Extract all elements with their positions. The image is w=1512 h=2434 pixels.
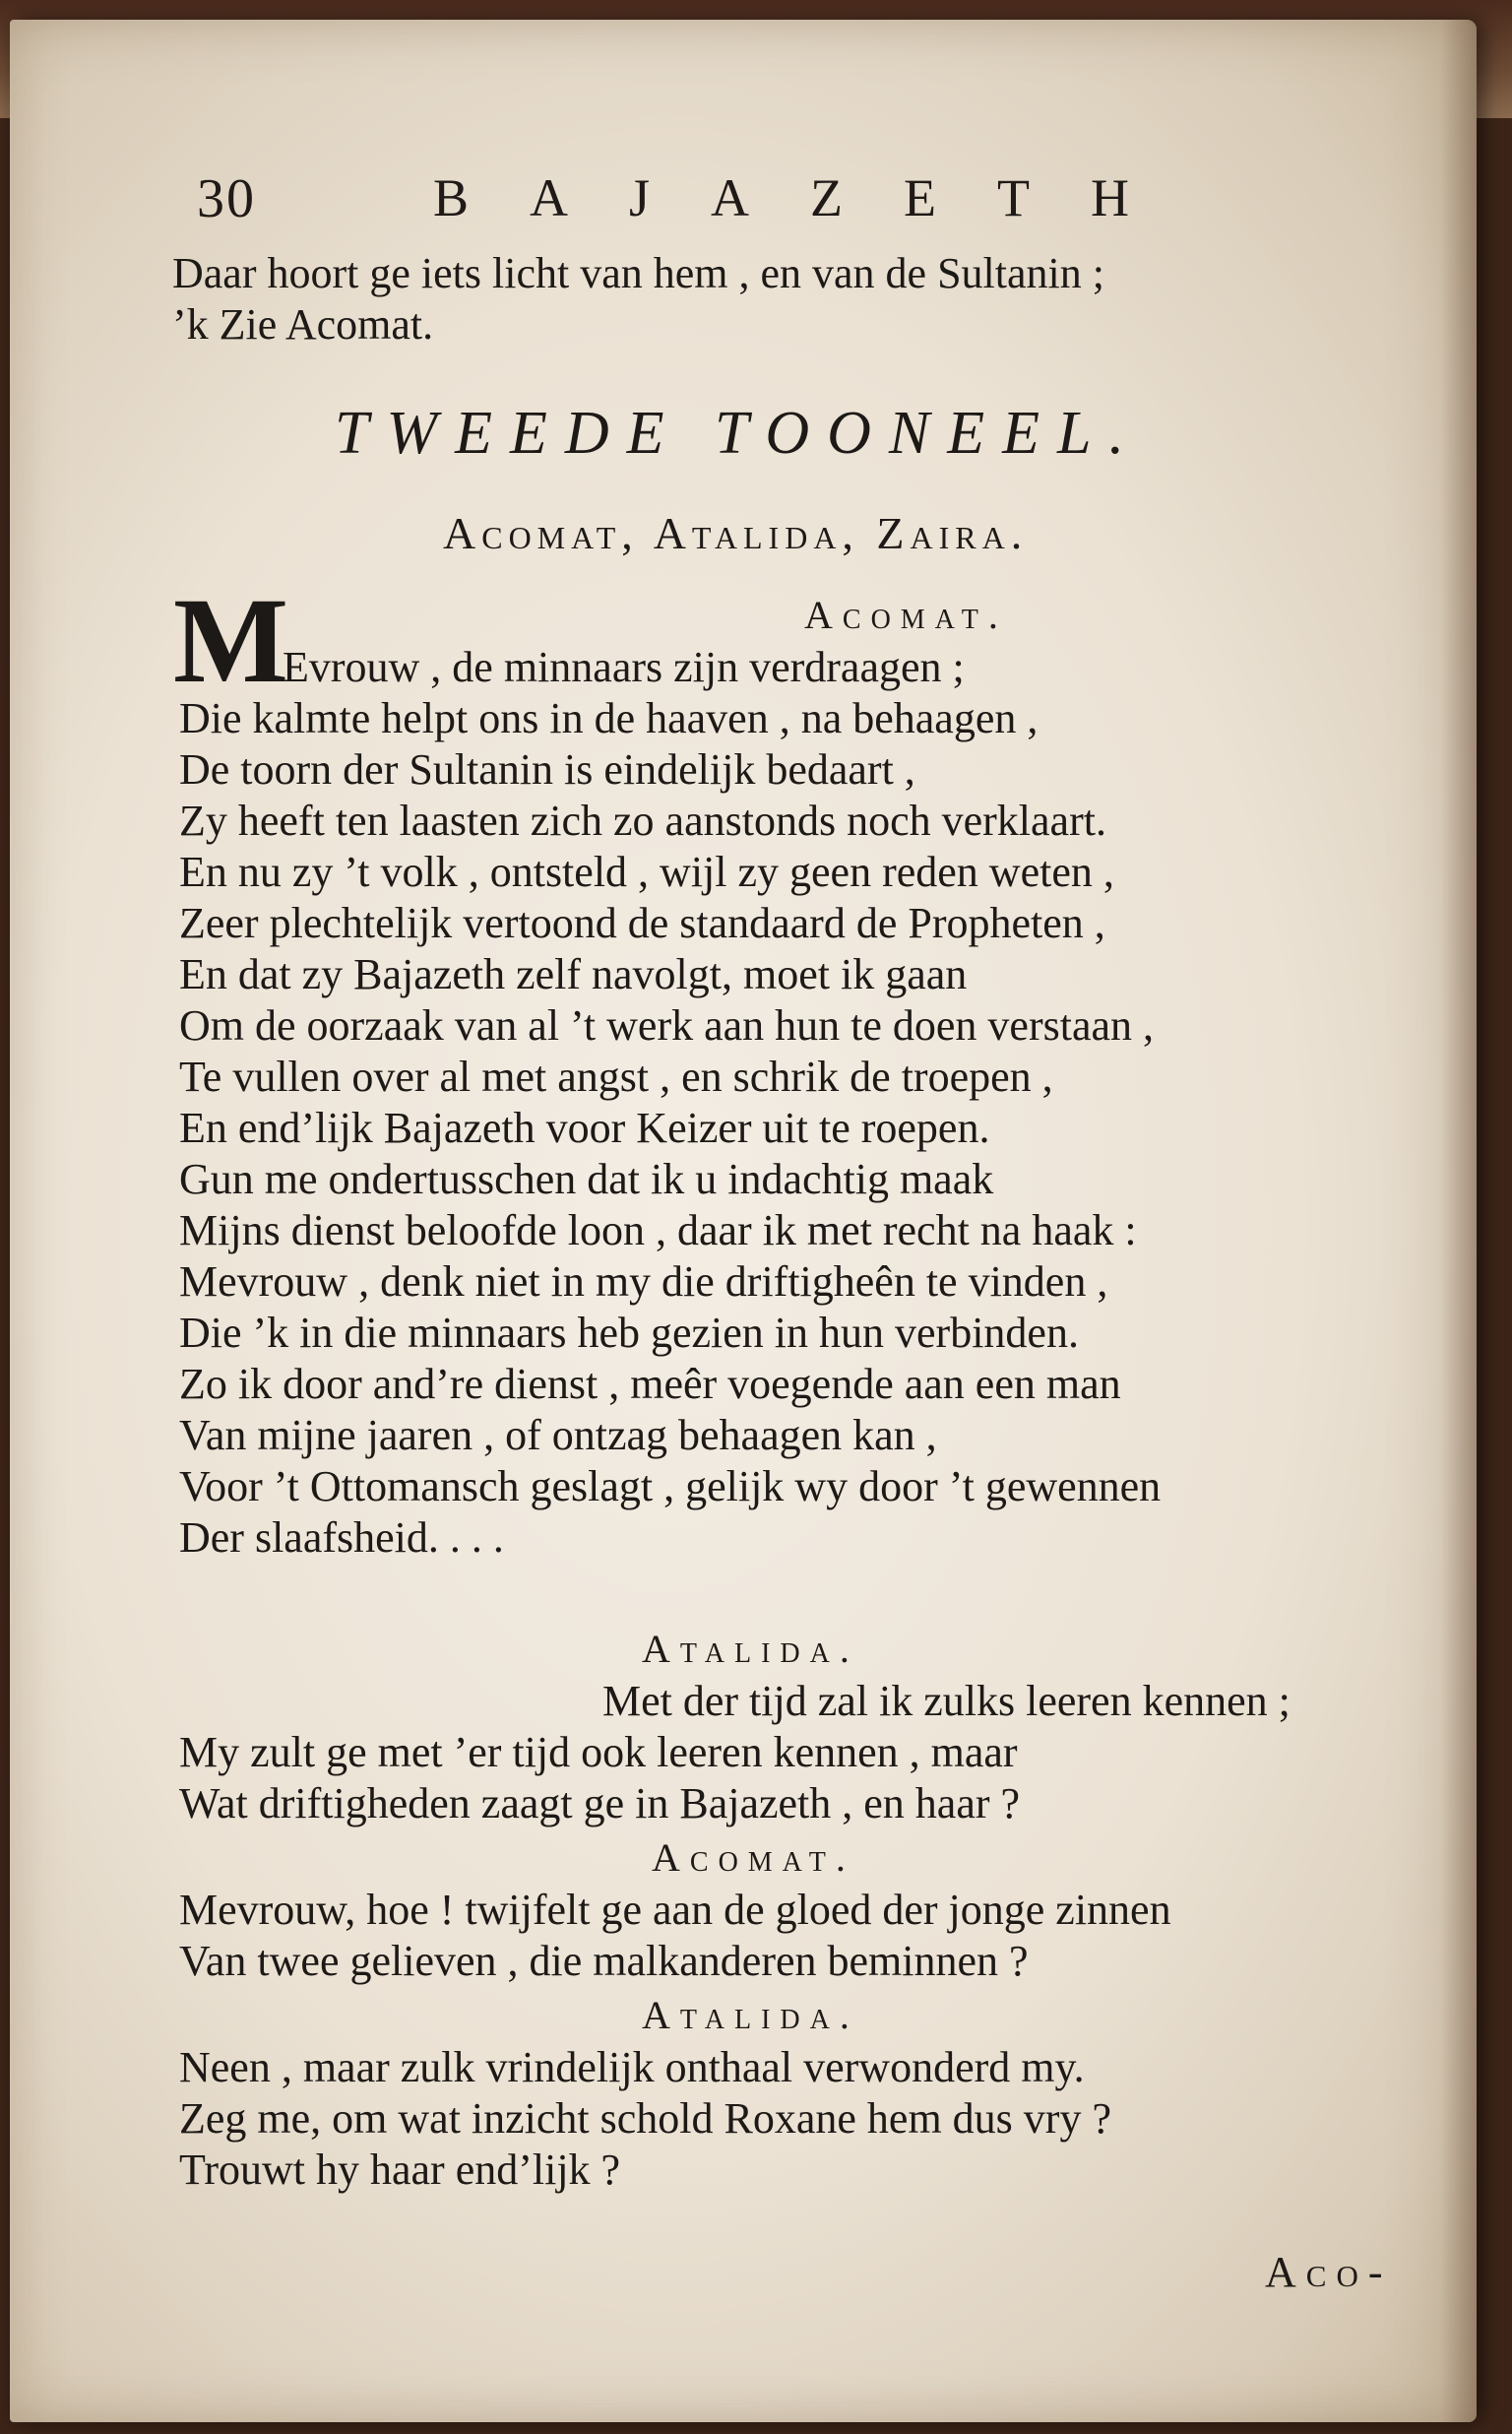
verse-line: Wat driftigheden zaagt ge in Bajazeth , en haar ? bbox=[179, 1779, 1021, 1827]
verse-line: Mevrouw, hoe ! twijfelt ge aan de gloed der jonge zinnen bbox=[179, 1886, 1171, 1934]
page-number: 30 bbox=[197, 168, 256, 229]
verse-line: Om de oorzaak van al ’t werk aan hun te doen verstaan , bbox=[179, 1001, 1155, 1050]
opening-lines bbox=[172, 248, 1432, 351]
scene-heading: TWEEDE TOONEEL. bbox=[335, 400, 1143, 467]
verse-line: Zo ik door and’re dienst , meêr voegende aan een man bbox=[179, 1360, 1121, 1408]
verse-line: Van mijne jaaren , of ontzag behaagen kan , bbox=[179, 1411, 937, 1459]
catchword: Aco- bbox=[1265, 2248, 1393, 2296]
verse-line: De toorn der Sultanin is eindelijk bedaart , bbox=[179, 745, 915, 794]
drop-cap: M bbox=[173, 573, 289, 708]
verse-line: Te vullen over al met angst , en schrik de troepen , bbox=[179, 1053, 1053, 1101]
verse-line: Met der tijd zal ik zulks leeren kennen ; bbox=[602, 1677, 1291, 1725]
verse-line: Mevrouw , denk niet in my die driftigheên te vinden , bbox=[179, 1257, 1108, 1306]
verse-line: Gun me ondertusschen dat ik u indachtig maak bbox=[179, 1155, 994, 1203]
verse-line: Evrouw , de minnaars zijn verdraagen ; bbox=[283, 643, 965, 691]
speaker-name: Atalida. bbox=[642, 1993, 859, 2037]
scene-persons: Acomat, Atalida, Zaira. bbox=[443, 508, 1029, 558]
speech-atalida-1 bbox=[179, 1623, 1439, 1828]
verse-line: Der slaafsheid. . . . bbox=[179, 1513, 504, 1562]
verse-line: Zeg me, om wat inzicht schold Roxane hem dus vry ? bbox=[179, 2094, 1111, 2143]
verse-line: Die ’k in die minnaars heb gezien in hun verbinden. bbox=[179, 1309, 1079, 1357]
verse-line: Voor ’t Ottomansch geslagt , gelijk wy door ’t gewennen bbox=[179, 1462, 1162, 1510]
running-title: BAJAZETH bbox=[433, 168, 1190, 227]
book-page bbox=[10, 20, 1477, 2422]
verse-line: Daar hoort ge iets licht van hem , en van de Sultanin ; bbox=[172, 249, 1104, 297]
verse-line: Zy heeft ten laasten zich zo aanstonds noch verklaart. bbox=[179, 797, 1106, 845]
verse-line: Van twee gelieven , die malkanderen beminnen ? bbox=[179, 1937, 1029, 1985]
running-head bbox=[197, 167, 1378, 246]
speaker-name: Acomat. bbox=[652, 1835, 855, 1880]
speech-atalida-2 bbox=[179, 1989, 1439, 2195]
verse-line: Zeer plechtelijk vertoond de standaard de Propheten , bbox=[179, 899, 1105, 947]
speaker-name: Atalida. bbox=[642, 1627, 859, 1671]
verse-line: ’k Zie Acomat. bbox=[172, 300, 434, 349]
speaker-name: Acomat. bbox=[804, 593, 1008, 637]
page-edge-shadow bbox=[1441, 20, 1477, 2422]
verse-line: Mijns dienst beloofde loon , daar ik met recht na haak : bbox=[179, 1206, 1137, 1254]
verse-line: En dat zy Bajazeth zelf navolgt, moet ik gaan bbox=[179, 950, 968, 998]
verse-line: En nu zy ’t volk , ontsteld , wijl zy geen reden weten , bbox=[179, 848, 1114, 896]
speech-acomat-2 bbox=[179, 1831, 1439, 1986]
verse-line: Trouwt hy haar end’lijk ? bbox=[179, 2146, 621, 2194]
verse-line: Die kalmte helpt ons in de haaven , na behaagen , bbox=[179, 694, 1039, 742]
speech-acomat-1 bbox=[173, 573, 1439, 1563]
verse-line: Neen , maar zulk vrindelijk onthaal verwonderd my. bbox=[179, 2043, 1085, 2091]
verse-line: En end’lijk Bajazeth voor Keizer uit te roepen. bbox=[179, 1104, 990, 1152]
verse-line: My zult ge met ’er tijd ook leeren kennen , maar bbox=[179, 1728, 1018, 1776]
